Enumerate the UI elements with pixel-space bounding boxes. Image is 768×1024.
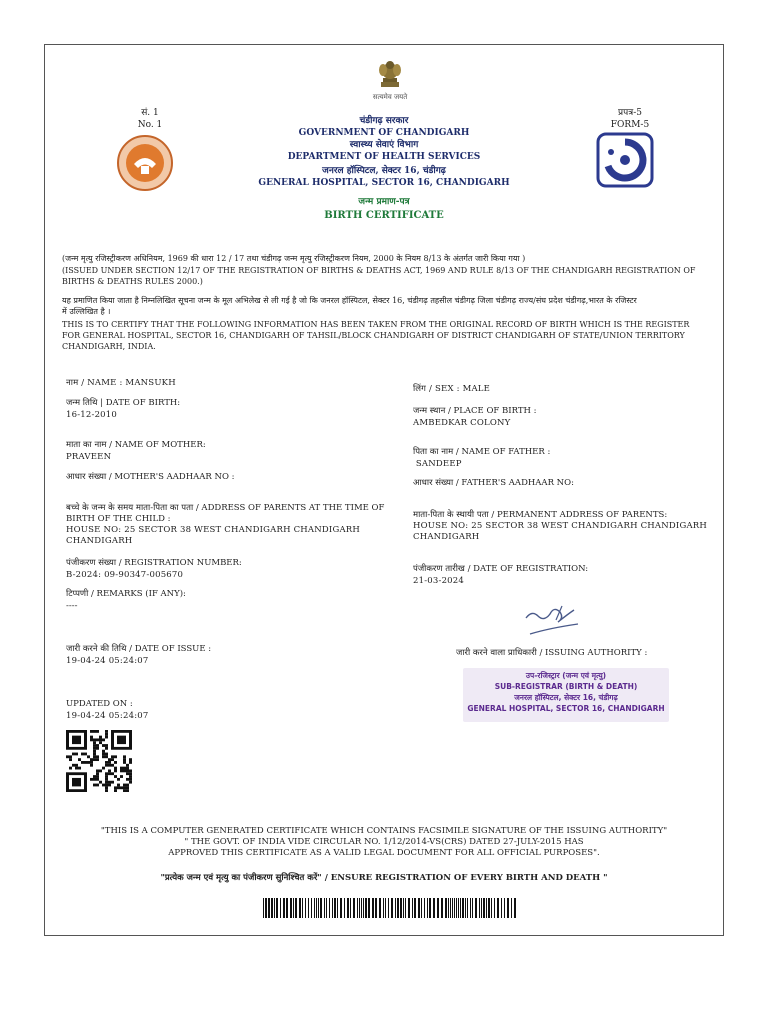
issue-date-value: 19-04-24 05:24:07 xyxy=(66,656,149,666)
dept-en: DEPARTMENT OF HEALTH SERVICES xyxy=(287,152,481,162)
certify-hi-2: में उल्लिखित है । xyxy=(62,307,111,316)
father-aadhaar-label: आधार संख्या / FATHER'S AADHAAR NO: xyxy=(413,478,574,488)
national-emblem-icon xyxy=(372,58,408,90)
child-name: नाम / NAME : MANSUKH xyxy=(66,378,176,388)
form-en: FORM-5 xyxy=(610,120,650,130)
registration-number-label: पंजीकरण संख्या / REGISTRATION NUMBER: xyxy=(66,558,242,568)
signature-icon xyxy=(520,600,584,642)
certify-en-2: FOR GENERAL HOSPITAL, SECTOR 16, CHANDIGARH OF TAHSIL/BLOCK CHANDIGARH OF DISTRICT CHANDIGARH OF STATE/UNION TERRITORY xyxy=(62,331,685,340)
updated-on-label: UPDATED ON : xyxy=(66,699,133,709)
stamp-line-3: जनरल हॉस्पिटल, सेक्टर 16, चंडीगढ़ xyxy=(514,693,618,702)
place-of-birth-label: जन्म स्थान / PLACE OF BIRTH : xyxy=(413,406,537,416)
issued-under-en-1: (ISSUED UNDER SECTION 12/17 OF THE REGISTRATION OF BIRTHS & DEATHS ACT, 1969 AND RULE 8/13 OF THE CHANDIGARH REGISTRATION OF xyxy=(62,266,696,275)
issued-under-hi: (जन्म मृत्यु रजिस्ट्रीकरण अधिनियम, 1969 की धारा 12 / 17 तथा चंडीगढ़ जन्म मृत्यु रजिस्ट्रीकरण नियम, 2000 के नियम 8/13 के अंतर्गत जारी किया गया ) xyxy=(62,254,526,263)
qr-code-icon xyxy=(66,730,132,792)
dob-value: 16-12-2010 xyxy=(66,410,118,420)
cert-title-hi: जन्म प्रमाण-पत्र xyxy=(358,197,410,207)
serial-hi: सं. 1 xyxy=(141,108,159,118)
permanent-address-value-1: HOUSE NO: 25 SECTOR 38 WEST CHANDIGARH CHANDIGARH xyxy=(413,521,708,531)
cert-title-en: BIRTH CERTIFICATE xyxy=(324,210,444,221)
birth-address-value-2: CHANDIGARH xyxy=(66,536,133,546)
registration-date-value: 21-03-2024 xyxy=(413,576,465,586)
footer-note-2: " THE GOVT. OF INDIA VIDE CIRCULAR NO. 1/12/2014-VS(CRS) DATED 27-JULY-2015 HAS xyxy=(184,837,584,847)
birth-address-label-2: BIRTH OF THE CHILD : xyxy=(66,514,171,524)
sex: लिंग / SEX : MALE xyxy=(413,384,491,394)
footer-note-1: "THIS IS A COMPUTER GENERATED CERTIFICATE WHICH CONTAINS FACSIMILE SIGNATURE OF THE ISSUING AUTHORITY" xyxy=(100,826,668,836)
mother-name-label: माता का नाम / NAME OF MOTHER: xyxy=(66,440,206,450)
registration-date-label: पंजीकरण तारीख / DATE OF REGISTRATION: xyxy=(413,564,589,574)
govt-hi: चंडीगढ़ सरकार xyxy=(359,116,409,126)
issuing-authority-stamp xyxy=(463,668,669,722)
hospital-en: GENERAL HOSPITAL, SECTOR 16, CHANDIGARH xyxy=(258,178,510,188)
place-of-birth-value: AMBEDKAR COLONY xyxy=(413,418,511,428)
updated-on-value: 19-04-24 05:24:07 xyxy=(66,711,149,721)
issuing-authority-label: जारी करने वाला प्राधिकारी / ISSUING AUTHORITY : xyxy=(456,648,648,658)
stamp-line-1: उप-रजिस्ट्रार (जन्म एवं मृत्यु) xyxy=(525,671,607,680)
chandigarh-logo-icon xyxy=(116,134,174,192)
issue-date-label: जारी करने की तिथि / DATE OF ISSUE : xyxy=(66,644,212,654)
certify-en-1: THIS IS TO CERTIFY THAT THE FOLLOWING INFORMATION HAS BEEN TAKEN FROM THE ORIGINAL RECORD OF BIRTH WHICH IS THE REGISTER xyxy=(62,320,690,329)
remarks-label: टिप्पणी / REMARKS (IF ANY): xyxy=(66,589,186,599)
mother-name-value: PRAVEEN xyxy=(66,452,112,462)
dept-hi: स्वास्थ्य सेवाएं विभाग xyxy=(349,140,419,150)
remarks-value: ---- xyxy=(66,601,78,611)
birth-address-value-1: HOUSE NO: 25 SECTOR 38 WEST CHANDIGARH CHANDIGARH xyxy=(66,525,361,535)
father-name-value: SANDEEP xyxy=(413,459,462,469)
emblem-motto: सत्यमेव जयते xyxy=(372,93,408,101)
certify-en-3: CHANDIGARH, INDIA. xyxy=(62,342,156,351)
father-name-label: पिता का नाम / NAME OF FATHER : xyxy=(413,447,551,457)
mother-aadhaar-label: आधार संख्या / MOTHER'S AADHAAR NO : xyxy=(66,472,235,482)
issued-under-en-2: BIRTHS & DEATHS RULES 2000.) xyxy=(62,277,203,286)
certify-hi-1: यह प्रमाणित किया जाता है निम्नलिखित सूचना जन्म के मूल अभिलेख से ली गई है जो कि जनरल हॉस्पिटल, सेक्टर 16, चंडीगढ़ तहसील चंडीगढ़ जिला चंडीगढ़ राज्य/संघ प्रदेश चंडीगढ़,भारत के रजिस्टर xyxy=(62,296,637,305)
permanent-address-value-2: CHANDIGARH xyxy=(413,532,480,542)
footer-note-3: APPROVED THIS CERTIFICATE AS A VALID LEGAL DOCUMENT FOR ALL OFFICIAL PURPOSES". xyxy=(168,848,600,858)
registration-number-value: B-2024: 09-90347-005670 xyxy=(66,570,184,580)
govt-en: GOVERNMENT OF CHANDIGARH xyxy=(298,128,470,138)
birth-address-label-1: बच्चे के जन्म के समय माता-पिता का पता / ADDRESS OF PARENTS AT THE TIME OF xyxy=(66,503,385,513)
dob-label: जन्म तिथि | DATE OF BIRTH: xyxy=(66,398,181,408)
barcode-icon xyxy=(263,898,519,918)
registration-slogan: "प्रत्येक जन्म एवं मृत्यु का पंजीकरण सुनिश्चित करें" / ENSURE REGISTRATION OF EVERY BIRTH AND DEATH " xyxy=(160,873,608,883)
serial-en: No. 1 xyxy=(137,120,163,130)
form-hi: प्रपत्र-5 xyxy=(618,108,642,118)
crs-logo-icon xyxy=(596,132,654,188)
permanent-address-label: माता-पिता के स्थायी पता / PERMANENT ADDRESS OF PARENTS: xyxy=(413,510,668,520)
hospital-hi: जनरल हॉस्पिटल, सेक्टर 16, चंडीगढ़ xyxy=(322,166,446,176)
stamp-line-4: GENERAL HOSPITAL, SECTOR 16, CHANDIGARH xyxy=(467,704,665,713)
stamp-line-2: SUB-REGISTRAR (BIRTH & DEATH) xyxy=(494,682,638,691)
